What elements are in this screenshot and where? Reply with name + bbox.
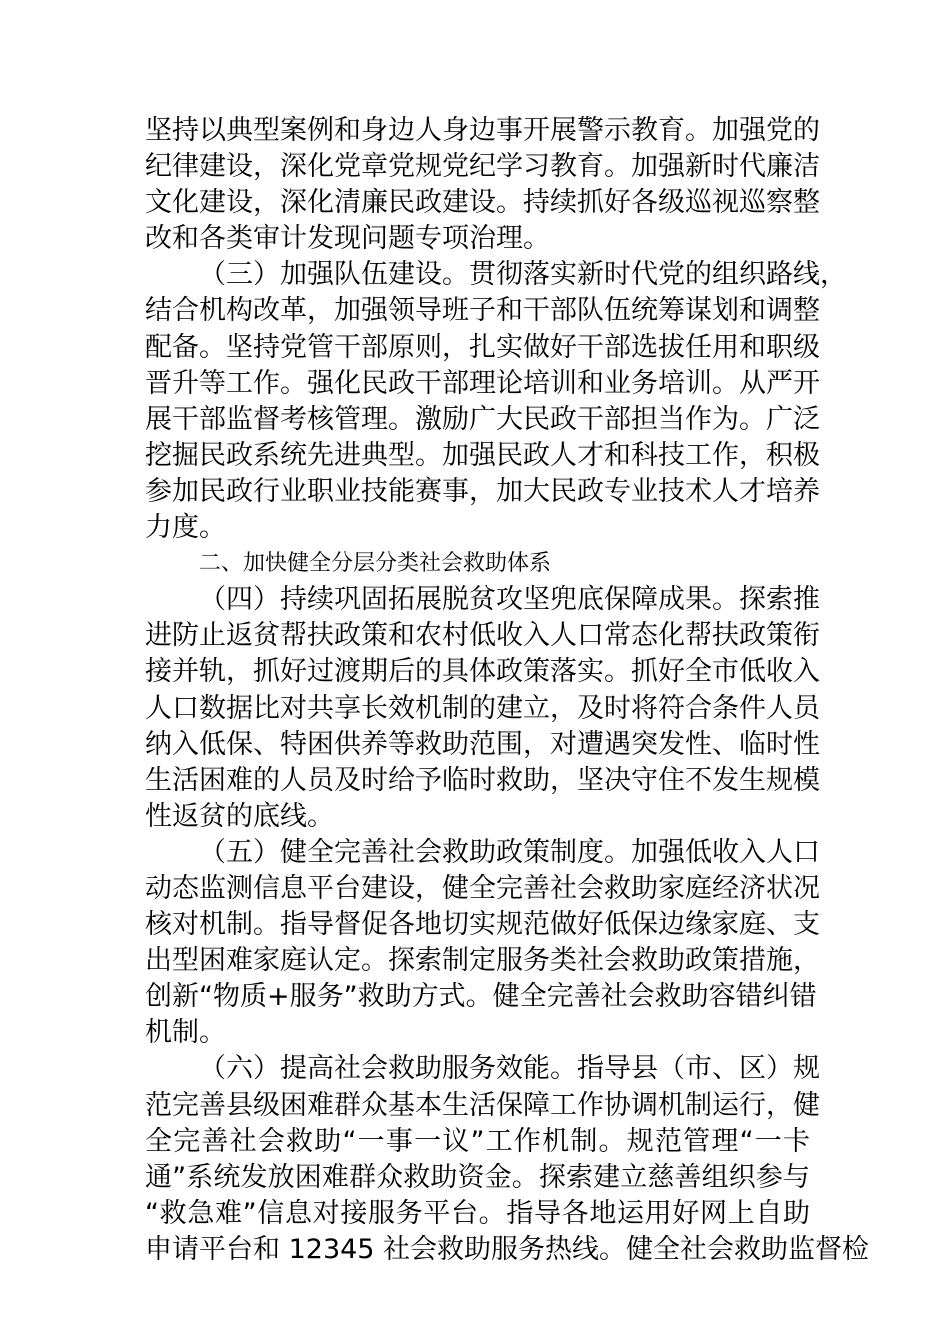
- paragraph-poverty-alleviation: [145, 582, 820, 835]
- text-line: 申请平台和 12345 社会救助服务热线。健全社会救助监督检: [145, 1233, 870, 1265]
- paragraph-discipline-education: [145, 113, 820, 257]
- text-line: 改和各类审计发现问题专项治理。: [145, 223, 550, 255]
- text-line: （六）提高社会救助服务效能。指导县（市、区）规: [199, 1053, 820, 1085]
- text-line: 展干部监督考核管理。激励广大民政干部担当作为。广泛: [145, 403, 820, 435]
- text-line: 范完善县级困难群众基本生活保障工作协调机制运行，健: [145, 1089, 820, 1121]
- text-line: “救急难”信息对接服务平台。指导各地运用好网上自助: [145, 1197, 810, 1229]
- text-line: 文化建设，深化清廉民政建设。持续抓好各级巡视巡察整: [145, 187, 820, 219]
- text-line: 动态监测信息平台建设，健全完善社会救助家庭经济状况: [145, 872, 820, 904]
- section-heading-text: 二、加快健全分层分类社会救助体系: [199, 551, 552, 577]
- text-line: 配备。坚持党管干部原则，扎实做好干部选拔任用和职级: [145, 331, 820, 363]
- text-line: 机制。: [145, 1017, 226, 1049]
- text-line: 挖掘民政系统先进典型。加强民政人才和科技工作，积极: [145, 439, 820, 471]
- text-line: （五）健全完善社会救助政策制度。加强低收入人口: [199, 836, 820, 868]
- text-line: 结合机构改革，加强领导班子和干部队伍统筹谋划和调整: [145, 295, 820, 327]
- section-heading: [145, 546, 810, 582]
- text-line: 人口数据比对共享长效机制的建立，及时将符合条件人员: [145, 692, 820, 724]
- text-line: 纳入低保、特困供养等救助范围，对遭遇突发性、临时性: [145, 728, 820, 760]
- paragraph-service-efficiency: [145, 1051, 870, 1268]
- text-line: 力度。: [145, 512, 226, 544]
- text-line: 出型困难家庭认定。探索制定服务类社会救助政策措施，: [145, 945, 820, 977]
- text-line: 晋升等工作。强化民政干部理论培训和业务培训。从严开: [145, 367, 820, 399]
- text-line: 纪律建设，深化党章党规党纪学习教育。加强新时代廉洁: [145, 151, 820, 183]
- paragraph-assistance-policy: [145, 835, 820, 1052]
- text-line: 生活困难的人员及时给予临时救助，坚决守住不发生规模: [145, 764, 820, 796]
- text-line: 通”系统发放困难群众救助资金。探索建立慈善组织参与: [145, 1161, 810, 1193]
- text-line: 接并轨，抓好过渡期后的具体政策落实。抓好全市低收入: [145, 656, 820, 688]
- text-line: （四）持续巩固拓展脱贫攻坚兜底保障成果。探索推: [199, 584, 820, 616]
- text-line: 进防止返贫帮扶政策和农村低收入人口常态化帮扶政策衔: [145, 620, 820, 652]
- text-line: 核对机制。指导督促各地切实规范做好低保边缘家庭、支: [145, 909, 820, 941]
- text-line: 创新“物质+服务”救助方式。健全完善社会救助容错纠错: [145, 981, 817, 1013]
- text-line: 性返贫的底线。: [145, 800, 334, 832]
- document-page: [145, 113, 870, 1268]
- text-line: （三）加强队伍建设。贯彻落实新时代党的组织路线，: [199, 259, 847, 291]
- paragraph-team-building: [145, 257, 847, 546]
- text-line: 坚持以典型案例和身边人身边事开展警示教育。加强党的: [145, 115, 820, 146]
- text-line: 全完善社会救助“一事一议”工作机制。规范管理“一卡: [145, 1125, 810, 1157]
- text-line: 参加民政行业职业技能赛事，加大民政专业技术人才培养: [145, 475, 820, 507]
